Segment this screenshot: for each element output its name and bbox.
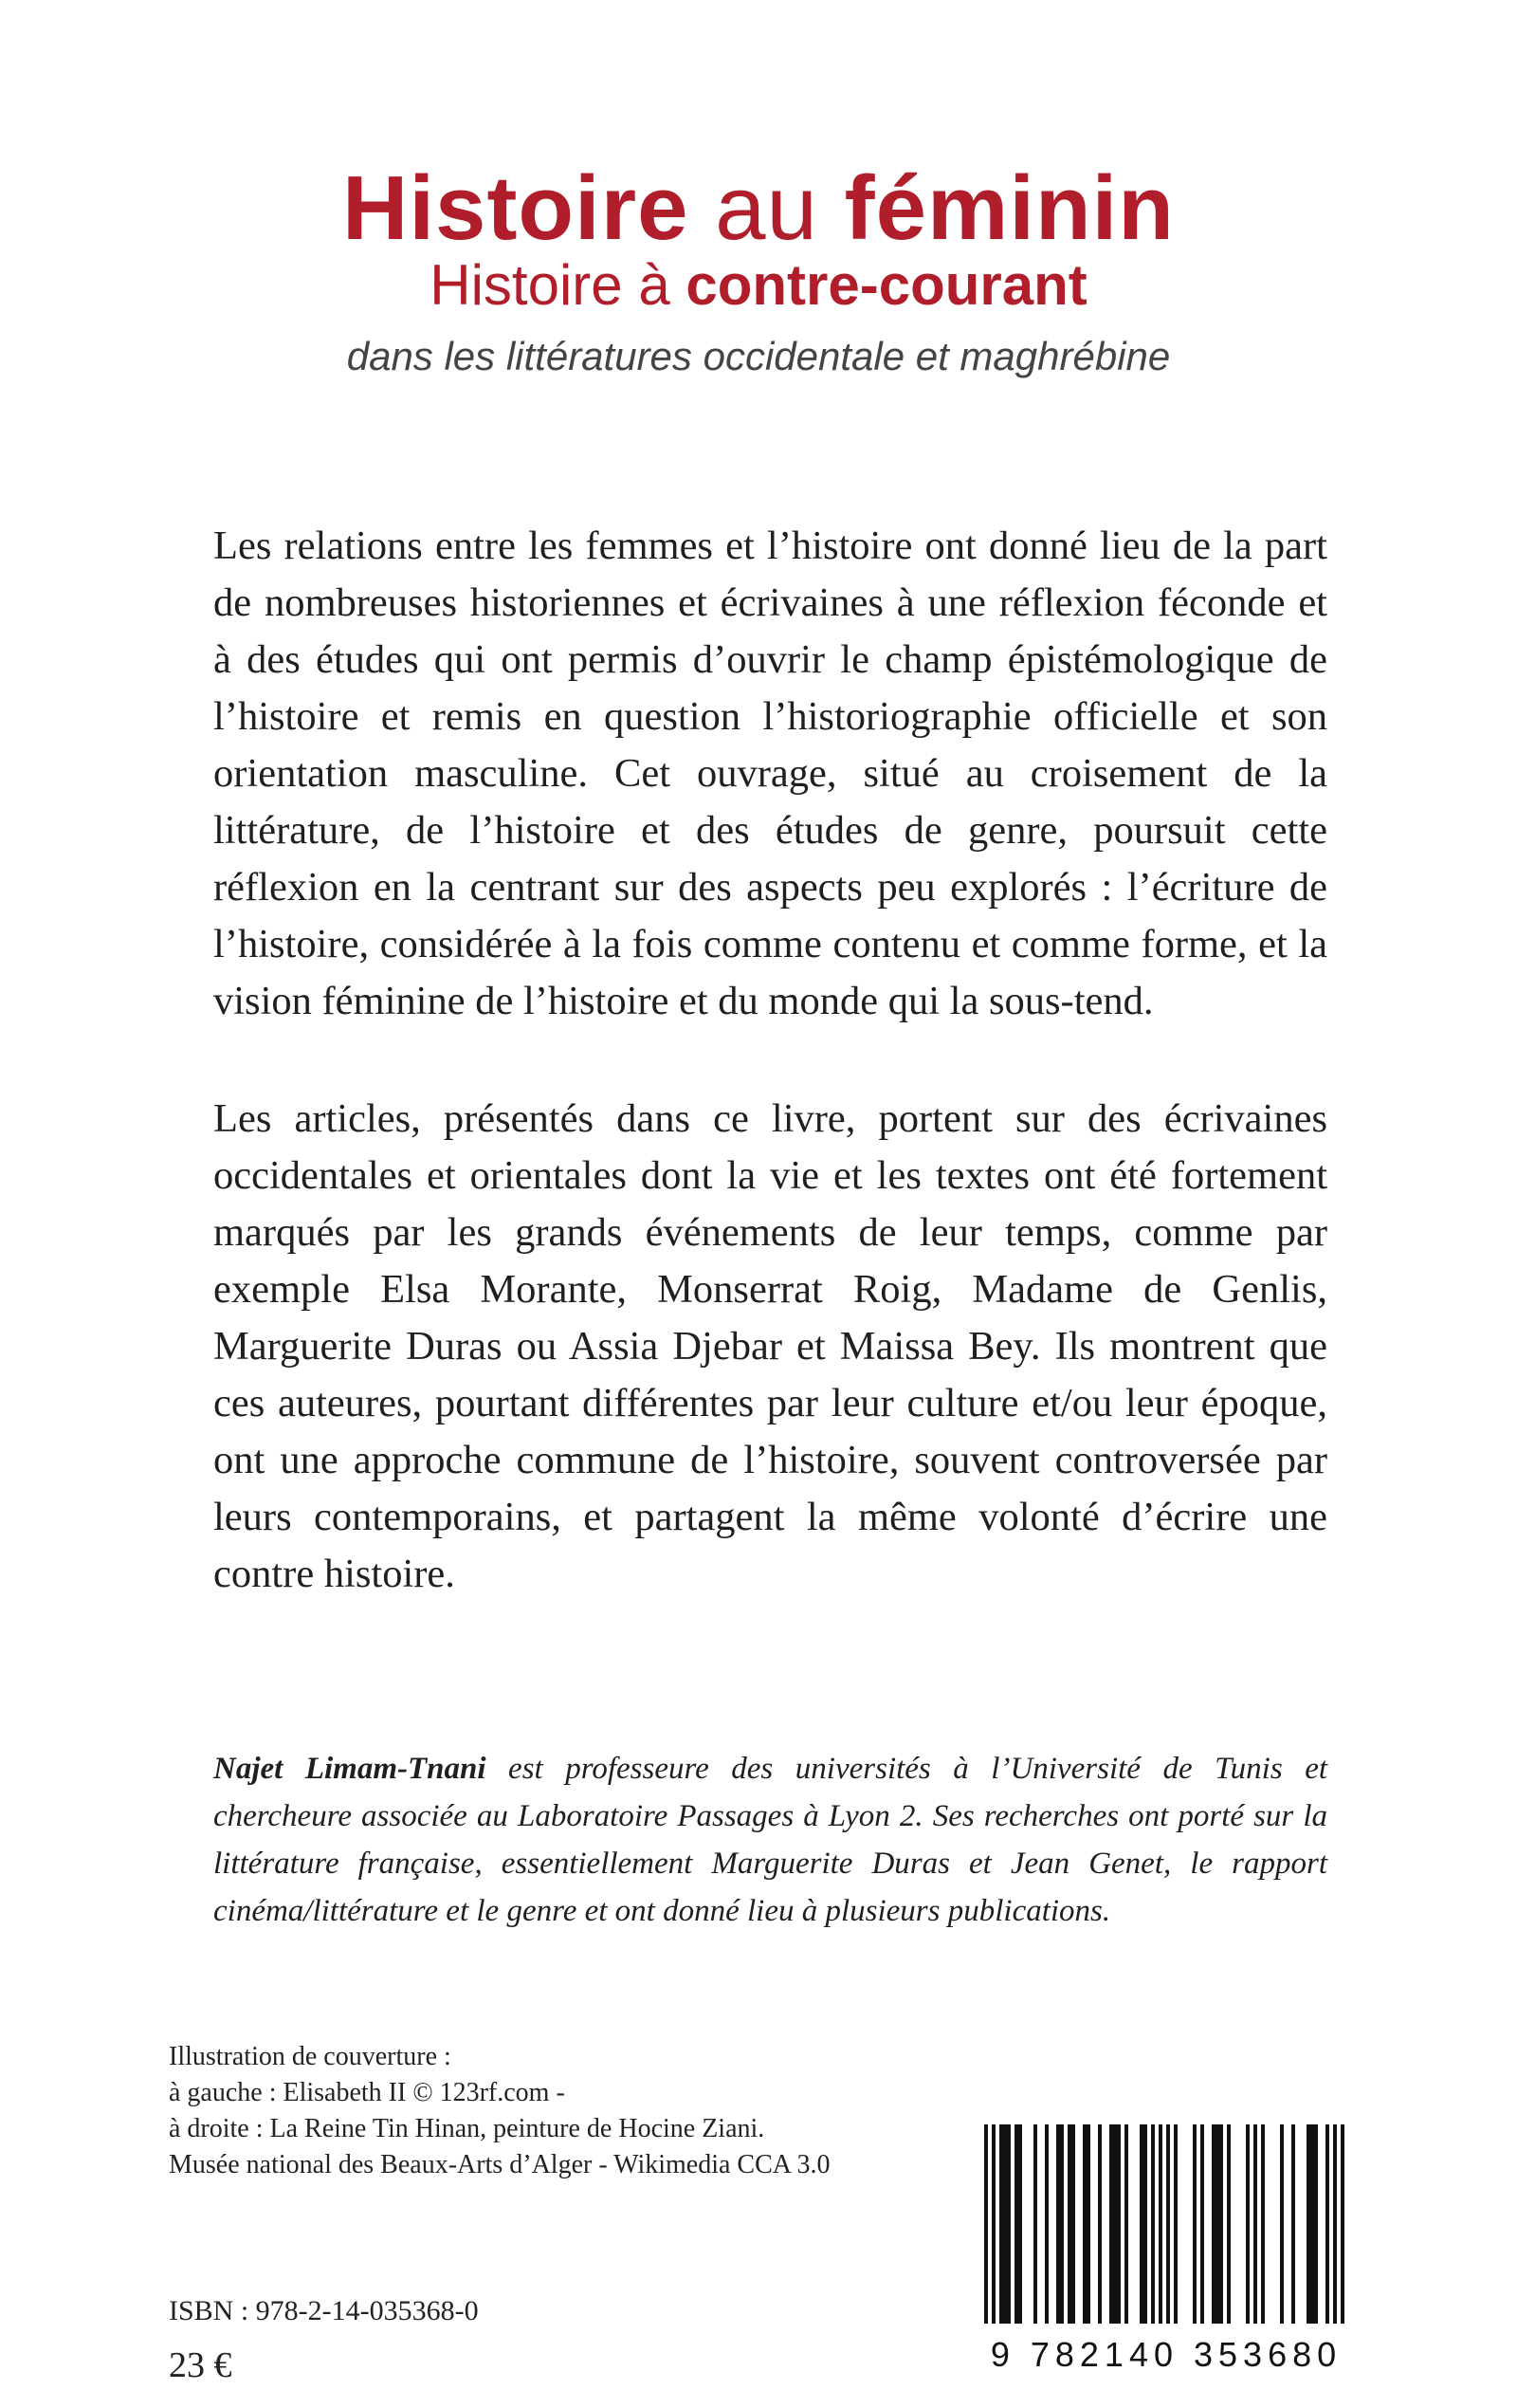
barcode-bar xyxy=(1098,2124,1102,2324)
barcode-bar xyxy=(1307,2124,1310,2324)
barcode-bar xyxy=(1014,2124,1018,2324)
credits-line: à gauche : Elisabeth II © 123rf.com - xyxy=(169,2078,565,2107)
subtitle-bold: contre-courant xyxy=(685,253,1087,317)
barcode-bar xyxy=(1253,2124,1257,2324)
barcode-bar xyxy=(1056,2124,1060,2324)
barcode-bar xyxy=(1140,2124,1143,2324)
blurb-paragraph-2 xyxy=(213,1091,1327,1603)
barcode-bar xyxy=(1071,2124,1075,2324)
barcode-bar xyxy=(999,2124,1003,2324)
author-bio-text: est professeure des universités à l’Université de Tunis et chercheure associée au Laboratoire Passages à Lyon 2. Ses recherches ont porté sur la littérature française, essentiellement Marguerite Duras et Jean Genet, le rapport cinéma/littérature et le genre et ont donné lieu à plusieurs publications. xyxy=(213,1752,1328,1928)
book-subtitle-italic: dans les littératures occidentale et maghrébine xyxy=(346,334,1171,378)
barcode-bar xyxy=(1166,2124,1170,2324)
barcode-bar xyxy=(984,2124,988,2324)
barcode-bar xyxy=(992,2124,996,2324)
barcode-bar xyxy=(1109,2124,1113,2324)
barcode-bar xyxy=(1246,2124,1250,2324)
barcode-bar xyxy=(1033,2124,1037,2324)
barcode-bar xyxy=(1113,2124,1117,2324)
cover-credits xyxy=(169,2039,927,2183)
barcode-bar xyxy=(1007,2124,1011,2324)
paragraph-text: Les relations entre les femmes et l’histoire ont donné lieu de la part de nombreuses historiennes et écrivaines à une réflexion féconde et à des études qui ont permis d’ouvrir le champ épistémologique de l’histoire et remis en question l’historiographie officielle et son orientation masculine. Cet ouvrage, situé au croisement de la littérature, de l’histoire et des études de genre, poursuit cette réflexion en la centrant sur des aspects peu explorés : l’écriture de l’histoire, considérée à la fois comme contenu et comme forme, et la vision féminine de l’histoire et du monde qui la sous-tend. xyxy=(213,524,1327,1023)
barcode-bar xyxy=(1083,2124,1087,2324)
barcode-bar xyxy=(1143,2124,1147,2324)
barcode-bar xyxy=(1227,2124,1231,2324)
barcode-bar xyxy=(1280,2124,1284,2324)
book-subtitle xyxy=(0,252,1517,319)
subtitle-light: Histoire à xyxy=(430,253,686,317)
barcode-bar xyxy=(1174,2124,1178,2324)
barcode-bar xyxy=(1117,2124,1121,2324)
blurb-paragraph-1 xyxy=(213,518,1327,1030)
title-word-feminin: féminin xyxy=(844,157,1175,259)
barcode-bar xyxy=(1219,2124,1223,2324)
barcode-digits: 9 782140 353680 xyxy=(990,2335,1343,2374)
barcode-bars xyxy=(958,2124,1375,2333)
barcode-bar xyxy=(1151,2124,1155,2324)
barcode-bar xyxy=(1261,2124,1265,2324)
barcode-bar xyxy=(1087,2124,1090,2324)
barcode-bar xyxy=(1291,2124,1295,2324)
barcode-bar xyxy=(1325,2124,1329,2324)
credits-line: Musée national des Beaux-Arts d’Alger - Wikimedia CCA 3.0 xyxy=(169,2150,831,2179)
title-word-au: au xyxy=(688,157,845,259)
barcode-bar xyxy=(1333,2124,1337,2324)
barcode-bar xyxy=(1018,2124,1022,2324)
barcode-bar xyxy=(1003,2124,1007,2324)
barcode-bar xyxy=(1200,2124,1204,2324)
barcode-bar xyxy=(1341,2124,1344,2324)
title-word-histoire: Histoire xyxy=(342,157,689,259)
author-name: Najet Limam-Tnani xyxy=(213,1752,486,1786)
barcode-bar xyxy=(1212,2124,1215,2324)
paragraph-text: Les articles, présentés dans ce livre, portent sur des écrivaines occidentales et orientales dont la vie et les textes ont été fortement marqués par les grands événements de leur temps, comme par exemple Elsa Morante, Monserrat Roig, Madame de Genlis, Marguerite Duras ou Assia Djebar et Maissa Bey. Ils montrent que ces auteures, pourtant différentes par leur culture et/ou leur époque, ont une approche commune de l’histoire, souvent controversée par leurs contemporains, et partagent la même volonté d’écrire une contre histoire. xyxy=(213,1096,1327,1596)
isbn: ISBN : 978-2-14-035368-0 xyxy=(169,2295,479,2326)
barcode-bar xyxy=(1068,2124,1071,2324)
barcode-bar xyxy=(1060,2124,1064,2324)
book-title xyxy=(0,157,1517,259)
barcode-bar xyxy=(1159,2124,1162,2324)
barcode-bar xyxy=(1045,2124,1049,2324)
barcode-bar xyxy=(1215,2124,1219,2324)
barcode xyxy=(958,2124,1375,2374)
title-block xyxy=(0,157,1517,383)
credits-line: à droite : La Reine Tin Hinan, peinture de Hocine Ziani. xyxy=(169,2114,765,2143)
barcode-bar xyxy=(1124,2124,1128,2324)
price: 23 € xyxy=(169,2345,232,2385)
barcode-bar xyxy=(1314,2124,1318,2324)
credits-line: Illustration de couverture : xyxy=(169,2042,451,2071)
author-bio xyxy=(213,1745,1327,1935)
barcode-bar xyxy=(1193,2124,1197,2324)
barcode-bar xyxy=(1310,2124,1314,2324)
